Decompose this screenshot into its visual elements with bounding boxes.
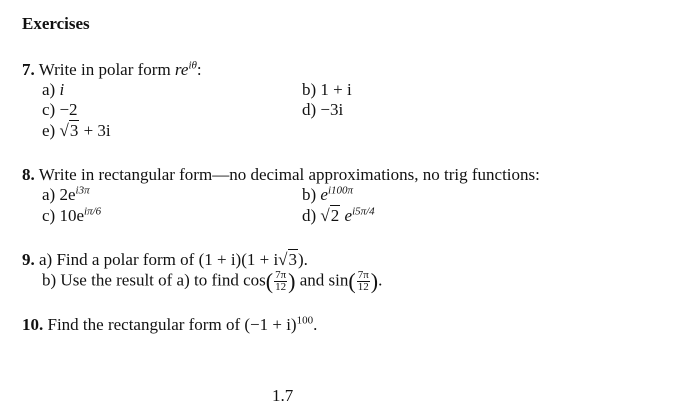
part-value: + 3i xyxy=(83,121,111,140)
part-label: d) xyxy=(302,206,317,225)
square-root: √2 xyxy=(320,206,340,225)
question-9-part-a xyxy=(22,250,308,270)
fraction-denominator: 12 xyxy=(275,281,287,293)
prompt-colon: : xyxy=(196,60,202,79)
q8-part-c xyxy=(42,206,101,226)
part-label: c) xyxy=(42,206,56,225)
q8-part-b xyxy=(302,185,353,205)
page-title: Exercises xyxy=(22,14,90,33)
exp-base: e xyxy=(344,206,353,225)
question-10 xyxy=(22,315,317,335)
radicand: 3 xyxy=(288,250,298,269)
part-label: a) xyxy=(42,185,56,204)
fraction-numerator: 7π xyxy=(357,269,369,281)
page-number: 1.7 xyxy=(272,386,294,405)
exponent: iπ/6 xyxy=(84,205,102,218)
q7-part-c xyxy=(42,100,78,120)
exponent: i3π xyxy=(75,184,90,197)
question-9-part-b xyxy=(42,270,382,293)
question-number: 9. xyxy=(22,250,35,269)
q8-part-d xyxy=(302,206,375,226)
part-label: c) xyxy=(42,100,56,119)
fraction xyxy=(357,270,370,293)
question-number: 8. xyxy=(22,165,35,184)
fraction-denominator: 12 xyxy=(357,281,369,293)
part-label: e) xyxy=(42,121,56,140)
q8-part-a xyxy=(42,185,90,205)
part-value: i xyxy=(59,80,65,99)
fraction-numerator: 7π xyxy=(275,269,287,281)
part-value: 1 + i xyxy=(320,80,352,99)
and-sin-text: and sin xyxy=(299,270,349,290)
polar-form-exponent: iθ xyxy=(188,59,197,72)
open-paren: ( xyxy=(265,268,274,294)
q7-part-b xyxy=(302,80,352,100)
square-root: √3 xyxy=(278,250,298,269)
fraction xyxy=(274,270,287,293)
question-number: 7. xyxy=(22,60,35,79)
q7-part-a xyxy=(42,80,64,100)
exponent: 100 xyxy=(296,314,314,327)
part-value: −2 xyxy=(59,100,78,119)
exponent: i5π/4 xyxy=(352,205,375,218)
radicand: 2 xyxy=(330,206,340,225)
part-b-text: b) Use the result of a) to find cos xyxy=(42,270,266,290)
close-paren: ) xyxy=(370,268,379,294)
period: . xyxy=(378,270,383,290)
period: . xyxy=(313,315,318,334)
radicand: 3 xyxy=(69,121,79,140)
q7-part-e xyxy=(42,121,111,141)
question-8-prompt xyxy=(22,165,540,185)
square-root: √3 xyxy=(59,121,79,140)
question-7-prompt xyxy=(22,60,202,80)
question-text: Find the rectangular form of (−1 + i) xyxy=(47,315,297,334)
exp-base: e xyxy=(320,185,328,204)
part-label: a) xyxy=(42,80,56,99)
part-a-text: a) Find a polar form of (1 + i)(1 + i xyxy=(39,250,279,269)
prompt-text: Write in rectangular form—no decimal approximations, no trig functions: xyxy=(38,165,540,184)
part-label: b) xyxy=(302,185,317,204)
prompt-text: Write in polar form xyxy=(38,60,171,79)
open-paren: ( xyxy=(348,268,356,294)
exp-base: 2e xyxy=(59,185,76,204)
close-paren: ) xyxy=(288,268,296,294)
exponent: i100π xyxy=(327,184,354,197)
part-label: b) xyxy=(302,80,317,99)
part-a-end: ). xyxy=(298,250,308,269)
part-label: d) xyxy=(302,100,317,119)
question-number: 10. xyxy=(22,315,44,334)
part-value: −3i xyxy=(320,100,344,119)
polar-form-base: re xyxy=(174,60,189,79)
q7-part-d xyxy=(302,100,343,120)
exp-base: 10e xyxy=(59,206,85,225)
